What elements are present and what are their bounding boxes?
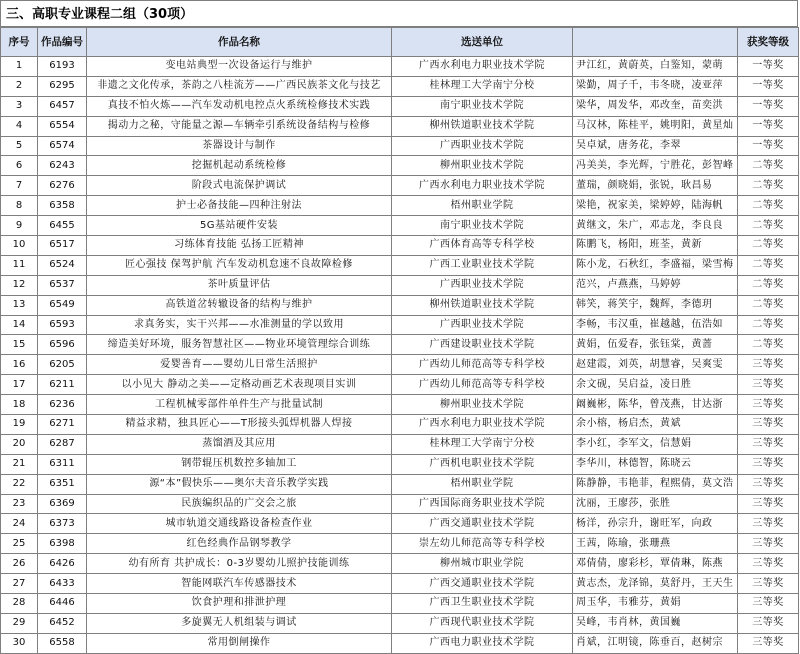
cell-no: 13 — [1, 295, 38, 315]
cell-id: 6243 — [38, 156, 87, 176]
cell-no: 6 — [1, 156, 38, 176]
cell-members: 王茜，陈瑜，张珊燕 — [573, 534, 738, 554]
cell-award: 三等奖 — [738, 434, 799, 454]
cell-id: 6287 — [38, 434, 87, 454]
table-row — [1, 613, 799, 633]
cell-no: 10 — [1, 236, 38, 256]
cell-name: 饮食护理和排泄护理 — [87, 594, 392, 614]
cell-members: 沈丽，王廖莎，张胜 — [573, 494, 738, 514]
cell-id: 6373 — [38, 514, 87, 534]
cell-id: 6593 — [38, 315, 87, 335]
cell-unit: 南宁职业技术学院 — [392, 96, 573, 116]
cell-award: 三等奖 — [738, 554, 799, 574]
table-row — [1, 57, 799, 77]
cell-award: 二等奖 — [738, 236, 799, 256]
cell-id: 6205 — [38, 355, 87, 375]
cell-award: 二等奖 — [738, 176, 799, 196]
cell-id: 6455 — [38, 216, 87, 236]
cell-award: 三等奖 — [738, 514, 799, 534]
cell-award: 三等奖 — [738, 534, 799, 554]
cell-award: 三等奖 — [738, 494, 799, 514]
cell-award: 二等奖 — [738, 216, 799, 236]
cell-award: 三等奖 — [738, 415, 799, 435]
cell-id: 6452 — [38, 613, 87, 633]
cell-name: 工程机械零部件单件生产与批量试制 — [87, 395, 392, 415]
cell-name: 红色经典作品钢琴教学 — [87, 534, 392, 554]
header-no: 序号 — [1, 28, 38, 57]
cell-name: 茶器设计与制作 — [87, 136, 392, 156]
cell-no: 1 — [1, 57, 38, 77]
cell-name: 缔造美好环境，服务智慧社区——物业环境管理综合训练 — [87, 335, 392, 355]
table-row — [1, 176, 799, 196]
cell-name: 蒸馏酒及其应用 — [87, 434, 392, 454]
header-award: 获奖等级 — [738, 28, 799, 57]
header-members — [573, 28, 738, 57]
table-row — [1, 415, 799, 435]
cell-members: 梁勤，周子千，韦冬晓，凌亚萍 — [573, 76, 738, 96]
cell-id: 6358 — [38, 196, 87, 216]
cell-no: 22 — [1, 474, 38, 494]
cell-unit: 桂林理工大学南宁分校 — [392, 76, 573, 96]
cell-no: 18 — [1, 395, 38, 415]
cell-unit: 广西水利电力职业技术学院 — [392, 176, 573, 196]
cell-unit: 广西职业技术学院 — [392, 275, 573, 295]
cell-award: 三等奖 — [738, 375, 799, 395]
table-row — [1, 315, 799, 335]
cell-id: 6457 — [38, 96, 87, 116]
cell-award: 三等奖 — [738, 355, 799, 375]
cell-no: 30 — [1, 633, 38, 653]
cell-award: 三等奖 — [738, 454, 799, 474]
cell-no: 5 — [1, 136, 38, 156]
cell-id: 6276 — [38, 176, 87, 196]
cell-id: 6271 — [38, 415, 87, 435]
cell-members: 阚巍彬，陈华，曾茂燕，甘达浙 — [573, 395, 738, 415]
cell-name: 5G基站硬件安装 — [87, 216, 392, 236]
cell-id: 6295 — [38, 76, 87, 96]
cell-members: 冯美美，李光辉，宁胜花，彭智峰 — [573, 156, 738, 176]
cell-no: 11 — [1, 255, 38, 275]
cell-unit: 广西交通职业技术学院 — [392, 574, 573, 594]
table-row — [1, 554, 799, 574]
cell-no: 24 — [1, 514, 38, 534]
cell-name: 精益求精，独具匠心——T形接头弧焊机器人焊接 — [87, 415, 392, 435]
cell-name: 爱婴善育——婴幼儿日常生活照护 — [87, 355, 392, 375]
cell-award: 三等奖 — [738, 574, 799, 594]
cell-members: 邓倩倩，廖彩杉，覃倩琳，陈燕 — [573, 554, 738, 574]
table-row — [1, 494, 799, 514]
cell-members: 李小红，李军文，信慧娟 — [573, 434, 738, 454]
cell-no: 23 — [1, 494, 38, 514]
cell-id: 6517 — [38, 236, 87, 256]
table-row — [1, 474, 799, 494]
cell-unit: 崇左幼儿师范高等专科学校 — [392, 534, 573, 554]
cell-members: 尹江红，黄蔚英，白鉴知，蒙萌 — [573, 57, 738, 77]
cell-id: 6446 — [38, 594, 87, 614]
table-row — [1, 156, 799, 176]
cell-members: 黄志杰，龙泽锦，莫舒丹，王天生 — [573, 574, 738, 594]
table-row — [1, 136, 799, 156]
table-row — [1, 295, 799, 315]
table-row — [1, 255, 799, 275]
cell-members: 黄娟，伍爱春，张钰棠，黄蔷 — [573, 335, 738, 355]
table-row — [1, 96, 799, 116]
cell-name: 智能网联汽车传感器技术 — [87, 574, 392, 594]
cell-members: 余小榕，杨启杰，黄斌 — [573, 415, 738, 435]
cell-no: 25 — [1, 534, 38, 554]
table-row — [1, 514, 799, 534]
cell-award: 二等奖 — [738, 275, 799, 295]
cell-name: 民族编织品的广交会之旅 — [87, 494, 392, 514]
cell-name: 挖掘机起动系统检修 — [87, 156, 392, 176]
cell-id: 6433 — [38, 574, 87, 594]
cell-no: 19 — [1, 415, 38, 435]
cell-no: 3 — [1, 96, 38, 116]
cell-unit: 广西工业职业技术学院 — [392, 255, 573, 275]
cell-name: 真技不怕火炼——汽车发动机电控点火系统检修技术实践 — [87, 96, 392, 116]
cell-no: 21 — [1, 454, 38, 474]
cell-unit: 广西机电职业技术学院 — [392, 454, 573, 474]
cell-members: 梁艳，祝家美，梁婷婷，陆海帆 — [573, 196, 738, 216]
table-row — [1, 355, 799, 375]
cell-unit: 南宁职业技术学院 — [392, 216, 573, 236]
cell-members: 董瑞，颜晓娟，张锐，耿昌易 — [573, 176, 738, 196]
cell-name: 阶段式电流保护调试 — [87, 176, 392, 196]
cell-unit: 广西职业技术学院 — [392, 315, 573, 335]
cell-unit: 广西幼儿师范高等专科学校 — [392, 375, 573, 395]
cell-unit: 广西国际商务职业技术学院 — [392, 494, 573, 514]
cell-unit: 广西水利电力职业技术学院 — [392, 57, 573, 77]
table-row — [1, 534, 799, 554]
cell-unit: 梧州职业学院 — [392, 474, 573, 494]
table-row — [1, 216, 799, 236]
cell-no: 2 — [1, 76, 38, 96]
cell-name: 城市轨道交通线路设备检查作业 — [87, 514, 392, 534]
cell-no: 26 — [1, 554, 38, 574]
cell-no: 8 — [1, 196, 38, 216]
cell-members: 赵建霞，刘英，胡慧睿，吴爽雯 — [573, 355, 738, 375]
cell-unit: 桂林理工大学南宁分校 — [392, 434, 573, 454]
table-row — [1, 594, 799, 614]
cell-name: 源“本”假快乐——奥尔夫音乐教学实践 — [87, 474, 392, 494]
cell-award: 二等奖 — [738, 335, 799, 355]
cell-no: 7 — [1, 176, 38, 196]
cell-award: 一等奖 — [738, 136, 799, 156]
cell-members: 肖斌，江明镜，陈垂百，赵树宗 — [573, 633, 738, 653]
cell-no: 9 — [1, 216, 38, 236]
table-header-row — [1, 28, 799, 57]
cell-no: 29 — [1, 613, 38, 633]
award-table — [0, 27, 799, 654]
cell-award: 一等奖 — [738, 57, 799, 77]
table-row — [1, 574, 799, 594]
cell-unit: 梧州职业学院 — [392, 196, 573, 216]
cell-name: 幼有所育 共护成长：0-3岁婴幼儿照护技能训练 — [87, 554, 392, 574]
cell-unit: 广西水利电力职业技术学院 — [392, 415, 573, 435]
cell-id: 6211 — [38, 375, 87, 395]
cell-name: 以小见大 静动之美——定格动画艺术表现项目实训 — [87, 375, 392, 395]
cell-members: 黄继文，朱广，邓志龙，李良良 — [573, 216, 738, 236]
cell-id: 6554 — [38, 116, 87, 136]
cell-id: 6398 — [38, 534, 87, 554]
cell-members: 陈鹏飞，杨阳，班荃，黄新 — [573, 236, 738, 256]
cell-award: 三等奖 — [738, 633, 799, 653]
cell-unit: 广西卫生职业技术学院 — [392, 594, 573, 614]
cell-name: 多旋翼无人机组装与调试 — [87, 613, 392, 633]
cell-members: 吴卓斌，唐务花，李翠 — [573, 136, 738, 156]
table-row — [1, 633, 799, 653]
header-id: 作品编号 — [38, 28, 87, 57]
cell-name: 匠心强技 保驾护航 汽车发动机怠速不良故障检修 — [87, 255, 392, 275]
table-row — [1, 395, 799, 415]
cell-no: 28 — [1, 594, 38, 614]
cell-no: 15 — [1, 335, 38, 355]
cell-unit: 广西体育高等专科学校 — [392, 236, 573, 256]
cell-no: 17 — [1, 375, 38, 395]
cell-id: 6193 — [38, 57, 87, 77]
cell-no: 4 — [1, 116, 38, 136]
cell-name: 变电站典型一次设备运行与维护 — [87, 57, 392, 77]
cell-id: 6549 — [38, 295, 87, 315]
cell-unit: 柳州铁道职业技术学院 — [392, 295, 573, 315]
cell-id: 6311 — [38, 454, 87, 474]
cell-no: 27 — [1, 574, 38, 594]
cell-name: 高铁道岔转辙设备的结构与维护 — [87, 295, 392, 315]
cell-members: 马汉林，陈桂平，姚明阳，黄星灿 — [573, 116, 738, 136]
cell-members: 吴峰，韦肖林，黄国巍 — [573, 613, 738, 633]
cell-award: 二等奖 — [738, 156, 799, 176]
cell-id: 6351 — [38, 474, 87, 494]
cell-award: 三等奖 — [738, 395, 799, 415]
cell-unit: 柳州铁道职业技术学院 — [392, 116, 573, 136]
header-name: 作品名称 — [87, 28, 392, 57]
table-row — [1, 196, 799, 216]
cell-award: 二等奖 — [738, 196, 799, 216]
table-row — [1, 76, 799, 96]
cell-unit: 广西职业技术学院 — [392, 136, 573, 156]
cell-award: 一等奖 — [738, 96, 799, 116]
cell-unit: 柳州职业技术学院 — [392, 156, 573, 176]
cell-members: 范兴，卢燕燕，马婷婷 — [573, 275, 738, 295]
cell-id: 6426 — [38, 554, 87, 574]
section-title: 三、高职专业课程二组（30项） — [0, 0, 798, 27]
table-row — [1, 116, 799, 136]
cell-no: 14 — [1, 315, 38, 335]
table-row — [1, 375, 799, 395]
cell-unit: 广西现代职业技术学院 — [392, 613, 573, 633]
cell-id: 6574 — [38, 136, 87, 156]
cell-members: 韩笑，蒋笑宇，魏辉，李德玥 — [573, 295, 738, 315]
cell-name: 钢带辊压机数控多轴加工 — [87, 454, 392, 474]
cell-award: 三等奖 — [738, 594, 799, 614]
cell-id: 6236 — [38, 395, 87, 415]
cell-name: 常用倒闸操作 — [87, 633, 392, 653]
cell-unit: 柳州城市职业学院 — [392, 554, 573, 574]
cell-award: 二等奖 — [738, 255, 799, 275]
cell-name: 非遗之文化传承，茶韵之八桂流芳——广西民族茶文化与技艺 — [87, 76, 392, 96]
cell-members: 李畅，韦汉重，崔越越，伍浩如 — [573, 315, 738, 335]
cell-award: 二等奖 — [738, 295, 799, 315]
cell-unit: 柳州职业技术学院 — [392, 395, 573, 415]
table-body — [1, 57, 799, 654]
cell-id: 6369 — [38, 494, 87, 514]
cell-members: 杨洋，孙宗升，谢旺军，向政 — [573, 514, 738, 534]
cell-name: 揭动力之秘，守能量之源—车辆牵引系统设备结构与检修 — [87, 116, 392, 136]
cell-unit: 广西电力职业技术学院 — [392, 633, 573, 653]
cell-award: 一等奖 — [738, 76, 799, 96]
cell-members: 陈静静，韦艳菲，程熙倩，莫文浩 — [573, 474, 738, 494]
table-row — [1, 454, 799, 474]
cell-name: 茶叶质量评估 — [87, 275, 392, 295]
cell-unit: 广西建设职业技术学院 — [392, 335, 573, 355]
cell-award: 一等奖 — [738, 116, 799, 136]
cell-award: 二等奖 — [738, 315, 799, 335]
cell-members: 陈小龙，石秋红，李盛福，梁雪梅 — [573, 255, 738, 275]
cell-id: 6596 — [38, 335, 87, 355]
cell-id: 6558 — [38, 633, 87, 653]
cell-award: 三等奖 — [738, 474, 799, 494]
table-row — [1, 434, 799, 454]
cell-members: 李华川，林德智，陈晓云 — [573, 454, 738, 474]
table-row — [1, 275, 799, 295]
cell-no: 20 — [1, 434, 38, 454]
cell-award: 三等奖 — [738, 613, 799, 633]
table-row — [1, 335, 799, 355]
cell-id: 6524 — [38, 255, 87, 275]
cell-no: 16 — [1, 355, 38, 375]
cell-name: 习练体育技能 弘扬工匠精神 — [87, 236, 392, 256]
cell-members: 周玉华，韦雅芬，黄娟 — [573, 594, 738, 614]
header-unit: 选送单位 — [392, 28, 573, 57]
cell-name: 求真务实，实干兴邦——水准测量的学以致用 — [87, 315, 392, 335]
cell-members: 梁华，周发华，邓改奎，苗奕洪 — [573, 96, 738, 116]
cell-unit: 广西幼儿师范高等专科学校 — [392, 355, 573, 375]
cell-unit: 广西交通职业技术学院 — [392, 514, 573, 534]
table-row — [1, 236, 799, 256]
cell-name: 护士必备技能—四种注射法 — [87, 196, 392, 216]
cell-members: 余文砚，吴启益，凌日胜 — [573, 375, 738, 395]
cell-id: 6537 — [38, 275, 87, 295]
cell-no: 12 — [1, 275, 38, 295]
